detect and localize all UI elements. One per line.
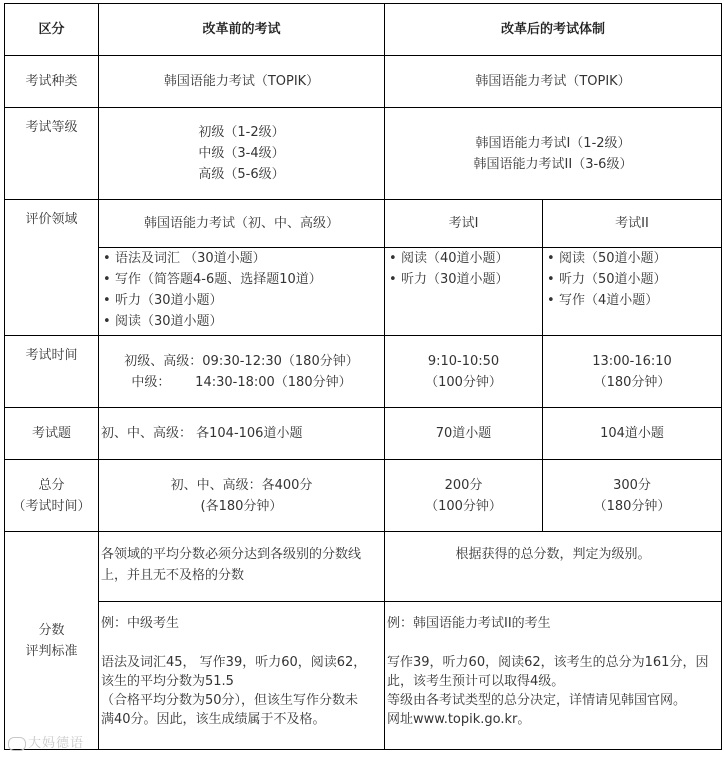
- questions-test1: 70道小题: [385, 408, 543, 460]
- eval-test1-items: [385, 248, 543, 336]
- list-item: • 阅读（30道小题）: [115, 311, 382, 332]
- eval-test2-title: 考试II: [543, 200, 722, 248]
- list-item: • 语法及词汇 （30道小题）: [115, 248, 382, 269]
- level-beginner: 初级（1-2级）: [198, 125, 285, 140]
- example-after-line: 写作39，听力60，阅读62，该考生的总分为161分，因: [387, 655, 709, 670]
- score-test2-duration: （180分钟）: [593, 498, 671, 514]
- level-intermediate: 中级（3-4级）: [198, 146, 285, 161]
- grading-label-line2: 评判标准: [25, 643, 78, 659]
- eval-test1-title: 考试I: [385, 200, 543, 248]
- example-before-line: 满40分。因此，该生成绩属于不及格。: [101, 712, 326, 727]
- score-test2-points: 300分: [613, 477, 651, 493]
- example-after-line: 等级由各考试类型的总分决定，详情请见韩国官网。: [387, 693, 687, 708]
- row-grading-rule: [5, 532, 722, 602]
- questions-before: 初、中、高级： 各104-106道小题: [99, 408, 385, 460]
- exam-level-label: 考试等级: [5, 108, 99, 200]
- exam-level-before: [99, 108, 385, 200]
- row-exam-level: [5, 108, 722, 200]
- total-score-label-line2: （考试时间）: [12, 498, 91, 514]
- list-item: • 阅读（50道小题）: [559, 248, 719, 269]
- eval-before-title: 韩国语能力考试（初、中、高级）: [99, 200, 385, 248]
- exam-type-before: 韩国语能力考试（TOPIK）: [99, 56, 385, 108]
- grading-before-rule: 各领域的平均分数必须分达到各级别的分数线上，并且无不及格的分数: [99, 532, 385, 602]
- total-score-label-line1: 总分: [38, 477, 65, 493]
- watermark-icon: [8, 737, 26, 751]
- comparison-table-wrapper: [4, 3, 722, 750]
- watermark-text: 大妈德语: [28, 736, 85, 751]
- header-category: 区分: [5, 4, 99, 56]
- total-score-test2: [543, 460, 722, 532]
- grading-after-example: [385, 602, 722, 750]
- example-before-line: 语法及词汇45， 写作39，听力60，阅读62，: [101, 655, 367, 670]
- list-item: • 听力（50道小题）: [559, 269, 719, 290]
- exam-time-label: 考试时间: [5, 336, 99, 408]
- time-test2-range: 13:00-16:10: [592, 353, 672, 369]
- exam-type-after: 韩国语能力考试（TOPIK）: [385, 56, 722, 108]
- row-exam-type: [5, 56, 722, 108]
- time-intermediate: 中级： 14:30-18:00（180分钟）: [131, 374, 352, 390]
- questions-label: 考试题: [5, 408, 99, 460]
- list-item: • 听力（30道小题）: [401, 269, 540, 290]
- grading-label-line1: 分数: [38, 622, 65, 638]
- eval-before-items: [99, 248, 385, 336]
- total-score-test1: [385, 460, 543, 532]
- exam-time-test2: [543, 336, 722, 408]
- level-topik-2: 韩国语能力考试II（3-6级）: [473, 156, 633, 172]
- eval-area-label: 评价领域: [5, 200, 99, 336]
- row-questions: [5, 408, 722, 460]
- level-topik-1: 韩国语能力考试I（1-2级）: [475, 135, 631, 151]
- eval-test2-items: [543, 248, 722, 336]
- total-score-label: [5, 460, 99, 532]
- total-score-before: [99, 460, 385, 532]
- example-before-line: 该生的平均分数为51.5: [101, 674, 234, 689]
- exam-time-test1: [385, 336, 543, 408]
- example-after-title: 例：韩国语能力考试II的考生: [387, 616, 551, 631]
- questions-test2: 104道小题: [543, 408, 722, 460]
- example-after-line: 此，该考生预计可以取得4级。: [387, 674, 565, 689]
- example-before-title: 例：中级考生: [101, 616, 180, 631]
- grading-before-example: [99, 602, 385, 750]
- header-before: 改革前的考试: [99, 4, 385, 56]
- time-test2-duration: （180分钟）: [593, 374, 671, 390]
- row-grading-example: [5, 602, 722, 750]
- row-eval-area-titles: [5, 200, 722, 248]
- example-before-line: （合格平均分数为50分），但该生写作分数未: [101, 693, 359, 708]
- list-item: • 写作（4道小题）: [559, 290, 719, 311]
- row-eval-area-items: [5, 248, 722, 336]
- score-before-duration: (各180分钟）: [200, 498, 283, 514]
- level-advanced: 高级（5-6级）: [198, 167, 285, 182]
- score-test1-duration: （100分钟）: [425, 498, 502, 514]
- time-beginner-advanced: 初级、高级：09:30-12:30（180分钟）: [124, 353, 359, 369]
- header-after: 改革后的考试体制: [385, 4, 722, 56]
- exam-type-label: 考试种类: [5, 56, 99, 108]
- list-item: • 阅读（40道小题）: [401, 248, 540, 269]
- watermark: [8, 732, 84, 751]
- list-item: • 听力（30道小题）: [115, 290, 382, 311]
- header-row: [5, 4, 722, 56]
- time-test1-duration: （100分钟）: [425, 374, 502, 390]
- score-test1-points: 200分: [444, 477, 483, 493]
- list-item: • 写作（简答题4-6题、选择题10道）: [115, 269, 382, 290]
- score-before-points: 初、中、高级：各400分: [170, 477, 313, 493]
- exam-time-before: [99, 336, 385, 408]
- grading-after-rule: 根据获得的总分数，判定为级别。: [385, 532, 722, 602]
- row-exam-time: [5, 336, 722, 408]
- grading-label: [5, 532, 99, 750]
- example-after-line: 网址www.topik.go.kr。: [387, 712, 531, 727]
- row-total-score: [5, 460, 722, 532]
- exam-level-after: [385, 108, 722, 200]
- topik-comparison-table: [4, 3, 722, 750]
- time-test1-range: 9:10-10:50: [427, 353, 500, 369]
